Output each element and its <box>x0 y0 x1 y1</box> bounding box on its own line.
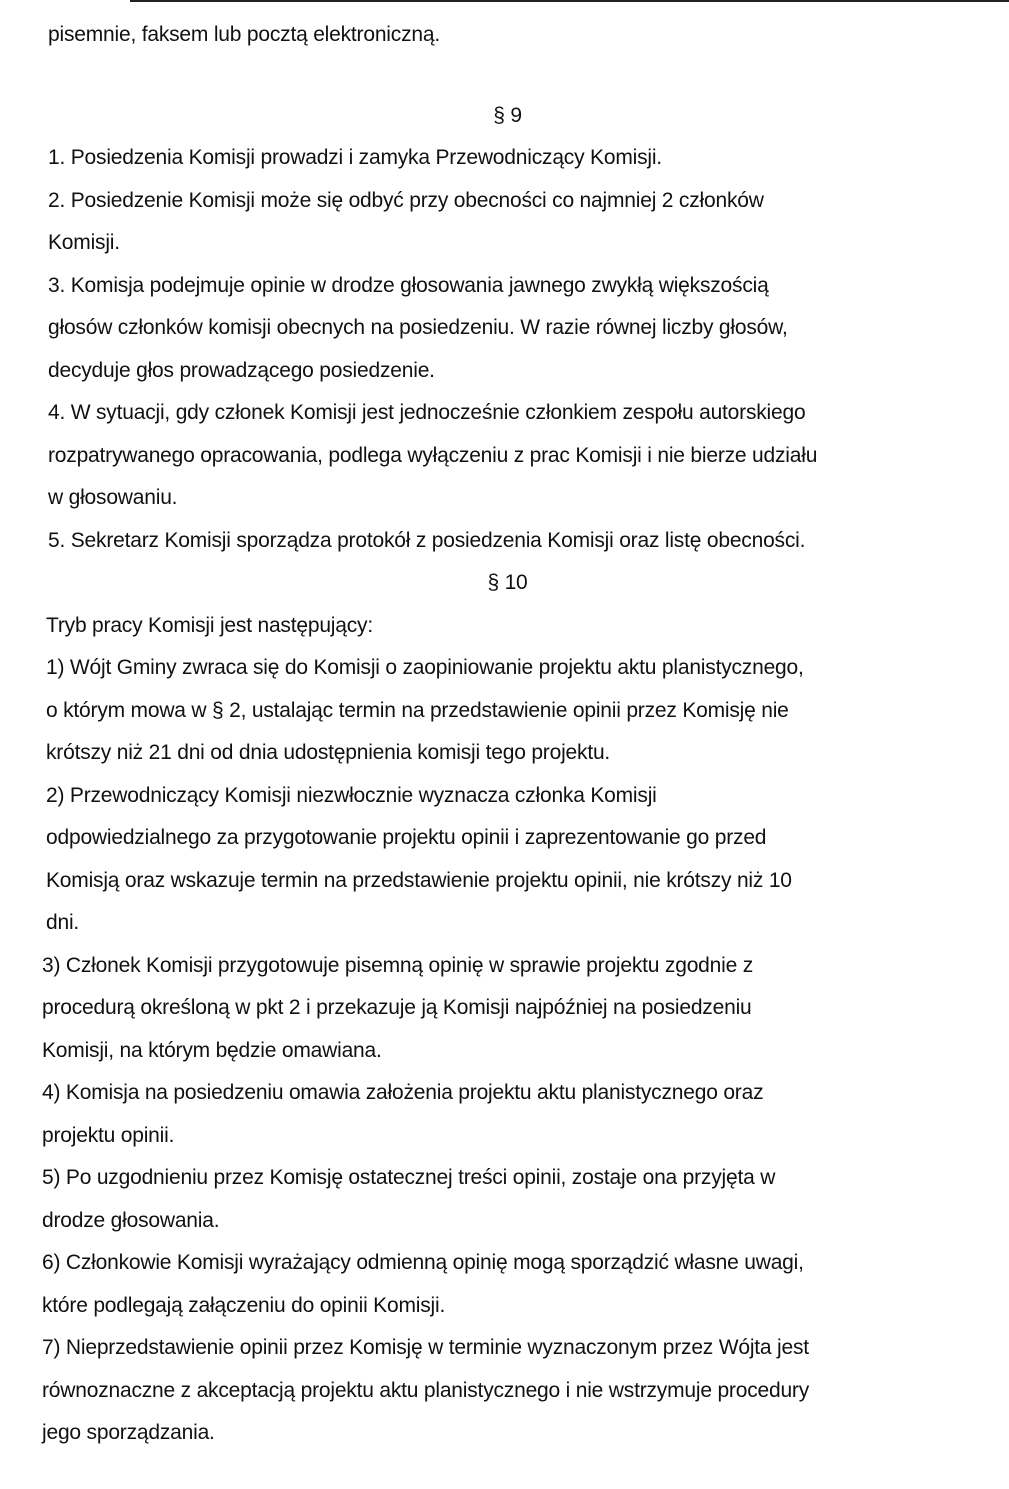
point-line: odpowiedzialnego za przygotowanie projektu opinii i zaprezentowanie go przed <box>46 826 767 849</box>
section-10-point-6 <box>40 1242 975 1327</box>
section-10-point-1 <box>40 647 975 775</box>
point-line: krótszy niż 21 dni od dnia udostępnienia komisji tego projektu. <box>46 741 611 764</box>
point-line: Komisją oraz wskazuje termin na przedstawienie projektu opinii, nie krótszy niż 10 <box>46 868 792 892</box>
point-line: procedurą określoną w pkt 2 i przekazuje ją Komisji najpóźniej na posiedzeniu <box>42 996 752 1019</box>
point-line: 5. Sekretarz Komisji sporządza protokół z posiedzenia Komisji oraz listę obecności. <box>48 528 806 552</box>
point-line: Komisji. <box>48 231 120 254</box>
section-10-intro: Tryb pracy Komisji jest następujący: <box>46 613 373 637</box>
point-line: 1. Posiedzenia Komisji prowadzi i zamyka Przewodniczący Komisji. <box>48 146 662 169</box>
point-line: 2) Przewodniczący Komisji niezwłocznie wyznacza członka Komisji <box>46 783 657 807</box>
point-line: 6) Członkowie Komisji wyrażający odmienną opinię mogą sporządzić własne uwagi, <box>42 1251 804 1274</box>
point-line: rozpatrywanego opracowania, podlega wyłączeniu z prac Komisji i nie bierze udziału <box>48 443 818 467</box>
point-line: projektu opinii. <box>42 1123 175 1147</box>
point-line: 5) Po uzgodnieniu przez Komisję ostatecznej treści opinii, zostaje ona przyjęta w <box>42 1166 776 1189</box>
section-10-points <box>40 647 975 1455</box>
point-line: dni. <box>46 911 80 934</box>
section-9-point-4 <box>40 392 975 520</box>
point-line: 2. Posiedzenie Komisji może się odbyć przy obecności co najmniej 2 członków <box>48 188 764 212</box>
point-line: w głosowaniu. <box>48 486 178 509</box>
point-line: 3) Członek Komisji przygotowuje pisemną opinię w sprawie projektu zgodnie z <box>42 953 754 977</box>
section-10-point-7 <box>40 1327 975 1455</box>
top-rule <box>130 0 1009 2</box>
point-line: głosów członków komisji obecnych na posiedzeniu. W razie równej liczby głosów, <box>48 316 788 339</box>
section-10-point-4 <box>40 1072 975 1157</box>
section-9-point-5 <box>40 520 975 563</box>
point-line: jego sporządzania. <box>42 1421 215 1444</box>
section-10-point-3 <box>40 945 975 1073</box>
section-9-points <box>40 137 975 562</box>
point-line: 1) Wójt Gminy zwraca się do Komisji o zaopiniowanie projektu aktu planistycznego, <box>46 656 804 679</box>
point-line: o którym mowa w § 2, ustalając termin na przedstawienie opinii przez Komisję nie <box>46 698 789 722</box>
section-10-point-2 <box>40 775 975 945</box>
point-line: 3. Komisja podejmuje opinie w drodze głosowania jawnego zwykłą większością <box>48 273 769 297</box>
section-9-heading: § 9 <box>493 103 522 127</box>
intro-line: pisemnie, faksem lub pocztą elektroniczną. <box>48 23 440 46</box>
point-line: 4. W sytuacji, gdy członek Komisji jest jednocześnie członkiem zespołu autorskiego <box>48 401 806 424</box>
section-10-point-5 <box>40 1157 975 1242</box>
point-line: decyduje głos prowadzącego posiedzenie. <box>48 358 435 382</box>
point-line: które podlegają załączeniu do opinii Komisji. <box>42 1293 446 1317</box>
point-line: równoznaczne z akceptacją projektu aktu planistycznego i nie wstrzymuje procedury <box>42 1378 810 1402</box>
point-line: 7) Nieprzedstawienie opinii przez Komisję w terminie wyznaczonym przez Wójta jest <box>42 1336 809 1359</box>
section-10-heading: § 10 <box>487 571 528 594</box>
section-9-point-1 <box>40 137 975 180</box>
point-line: Komisji, na którym będzie omawiana. <box>42 1038 382 1062</box>
document-page <box>40 14 975 1455</box>
point-line: 4) Komisja na posiedzeniu omawia założenia projektu aktu planistycznego oraz <box>42 1081 764 1104</box>
section-9-point-3 <box>40 265 975 393</box>
spacer <box>40 57 975 95</box>
point-line: drodze głosowania. <box>42 1208 220 1232</box>
section-9-point-2 <box>40 180 975 265</box>
